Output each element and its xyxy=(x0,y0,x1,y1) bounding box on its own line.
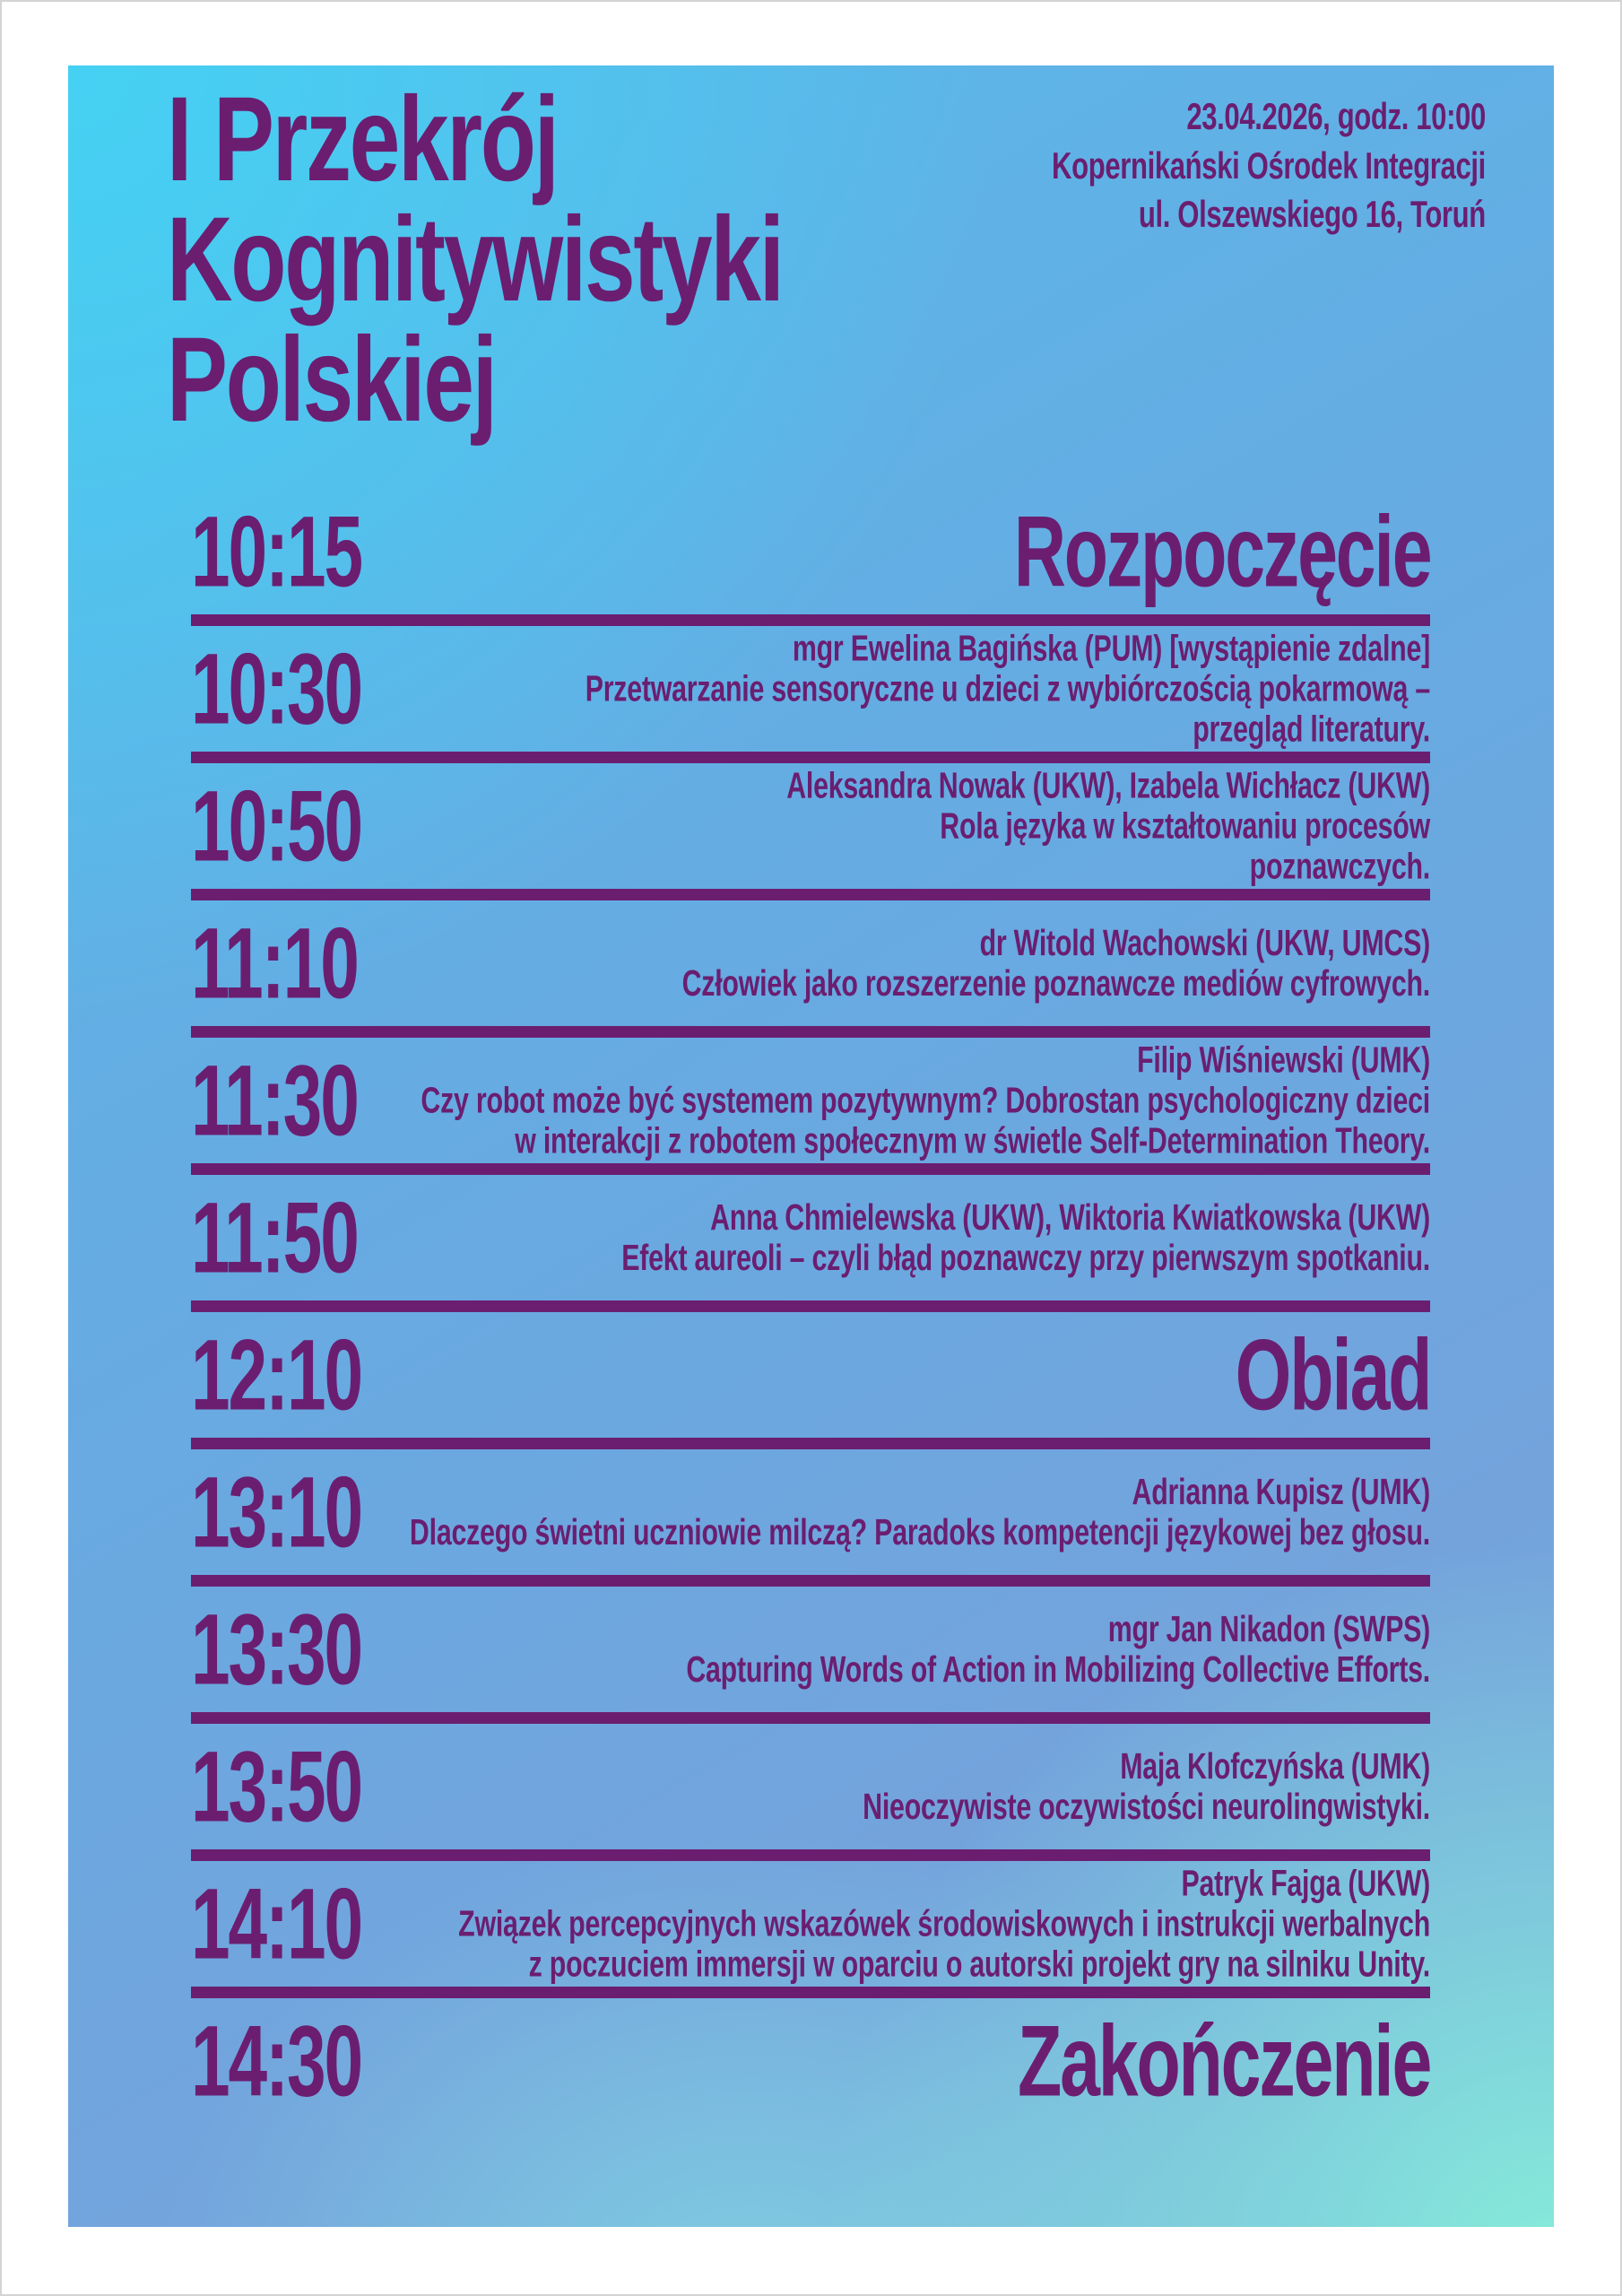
talk-line: poznawczych. xyxy=(1249,845,1430,887)
title-line: Kognitywistyki xyxy=(167,193,783,326)
event-info xyxy=(1052,92,1486,239)
time-label: 11:30 xyxy=(191,1044,358,1157)
title-line: Polskiej xyxy=(167,313,496,447)
row-divider xyxy=(191,1712,1430,1724)
time-label: 10:30 xyxy=(191,632,362,745)
row-divider xyxy=(191,1163,1430,1175)
schedule-row xyxy=(191,1998,1430,2124)
time-label: 11:10 xyxy=(191,907,358,1020)
speaker-line: Patryk Fajga (UKW) xyxy=(1181,1862,1430,1904)
time-label: 12:10 xyxy=(191,1318,362,1431)
speaker-line: Adrianna Kupisz (UMK) xyxy=(1132,1470,1430,1512)
schedule-row xyxy=(191,900,1430,1026)
talk-line: Rola języka w kształtowaniu procesów xyxy=(940,804,1430,847)
speaker-line: mgr Ewelina Bagińska (PUM) [wystąpienie zdalne] xyxy=(792,627,1430,669)
talk-line: Człowiek jako rozszerzenie poznawcze mediów cyfrowych. xyxy=(681,962,1430,1004)
milestone-label: Rozpoczęcie xyxy=(1013,495,1430,608)
talk-line: Capturing Words of Action in Mobilizing Collective Efforts. xyxy=(686,1648,1430,1690)
row-divider xyxy=(191,889,1430,900)
time-label: 13:50 xyxy=(191,1730,362,1843)
speaker-line: Anna Chmielewska (UKW), Wiktoria Kwiatkowska (UKW) xyxy=(710,1196,1430,1238)
schedule xyxy=(191,489,1430,2124)
poster xyxy=(68,65,1554,2227)
row-content xyxy=(169,1197,1430,1278)
talk-line: Efekt aureoli – czyli błąd poznawczy przy pierwszym spotkaniu. xyxy=(621,1237,1430,1278)
title-line: I Przekrój xyxy=(167,73,558,206)
row-divider xyxy=(191,1438,1430,1449)
row-divider xyxy=(191,1987,1430,1998)
speaker-line: dr Witold Wachowski (UKW, UMCS) xyxy=(979,921,1430,963)
poster-title xyxy=(167,73,783,447)
row-content xyxy=(169,1746,1430,1827)
row-content xyxy=(169,923,1430,1004)
milestone-label: Obiad xyxy=(1235,1318,1430,1431)
time-label: 14:10 xyxy=(191,1867,362,1980)
row-divider xyxy=(191,1849,1430,1861)
row-content xyxy=(169,765,1430,886)
time-label: 13:10 xyxy=(191,1456,362,1569)
time-label: 13:30 xyxy=(191,1593,362,1706)
talk-line: Dlaczego świetni uczniowie milczą? Paradoks kompetencji językowej bez głosu. xyxy=(409,1511,1430,1552)
schedule-row xyxy=(191,1724,1430,1849)
speaker-line: mgr Jan Nikadon (SWPS) xyxy=(1107,1607,1430,1649)
event-address: ul. Olszewskiego 16, Toruń xyxy=(1138,193,1486,236)
row-divider xyxy=(191,1575,1430,1587)
row-divider xyxy=(191,1300,1430,1312)
schedule-row xyxy=(191,1175,1430,1300)
schedule-row xyxy=(191,1587,1430,1712)
row-content xyxy=(169,628,1430,749)
talk-line: Nieoczywiste oczywistości neurolingwistyki. xyxy=(863,1786,1430,1827)
row-divider xyxy=(191,1026,1430,1038)
event-venue: Kopernikański Ośrodek Integracji xyxy=(1052,144,1486,187)
row-divider xyxy=(191,752,1430,763)
talk-line: Przetwarzanie sensoryczne u dzieci z wybiórczością pokarmową – xyxy=(585,667,1430,709)
speaker-line: Aleksandra Nowak (UKW), Izabela Wichłacz (UKW) xyxy=(786,764,1430,806)
row-content xyxy=(169,1609,1430,1690)
speaker-line: Filip Wiśniewski (UMK) xyxy=(1137,1039,1430,1081)
schedule-row xyxy=(191,1038,1430,1163)
talk-line: z poczuciem immersji w oparciu o autorski projekt gry na silniku Unity. xyxy=(528,1943,1430,1985)
row-content xyxy=(169,1863,1430,1984)
schedule-row xyxy=(191,1861,1430,1987)
schedule-row xyxy=(191,1312,1430,1438)
row-content xyxy=(169,1039,1430,1161)
schedule-row xyxy=(191,626,1430,752)
row-content xyxy=(169,1472,1430,1552)
talk-line: przegląd literatury. xyxy=(1193,708,1430,750)
speaker-line: Maja Klofczyńska (UMK) xyxy=(1120,1744,1430,1787)
time-label: 14:30 xyxy=(191,2005,362,2118)
row-divider xyxy=(191,614,1430,626)
milestone-label: Zakończenie xyxy=(1017,2005,1430,2118)
schedule-row xyxy=(191,489,1430,614)
talk-line: Związek percepcyjnych wskazówek środowiskowych i instrukcji werbalnych xyxy=(458,1902,1430,1944)
time-label: 11:50 xyxy=(191,1181,358,1294)
time-label: 10:50 xyxy=(191,770,362,883)
talk-line: Czy robot może być systemem pozytywnym? Dobrostan psychologiczny dzieci xyxy=(421,1079,1430,1121)
schedule-row xyxy=(191,1449,1430,1575)
schedule-row xyxy=(191,763,1430,889)
time-label: 10:15 xyxy=(191,495,362,608)
talk-line: w interakcji z robotem społecznym w świetle Self-Determination Theory. xyxy=(515,1119,1430,1161)
event-datetime: 23.04.2026, godz. 10:00 xyxy=(1186,95,1486,137)
